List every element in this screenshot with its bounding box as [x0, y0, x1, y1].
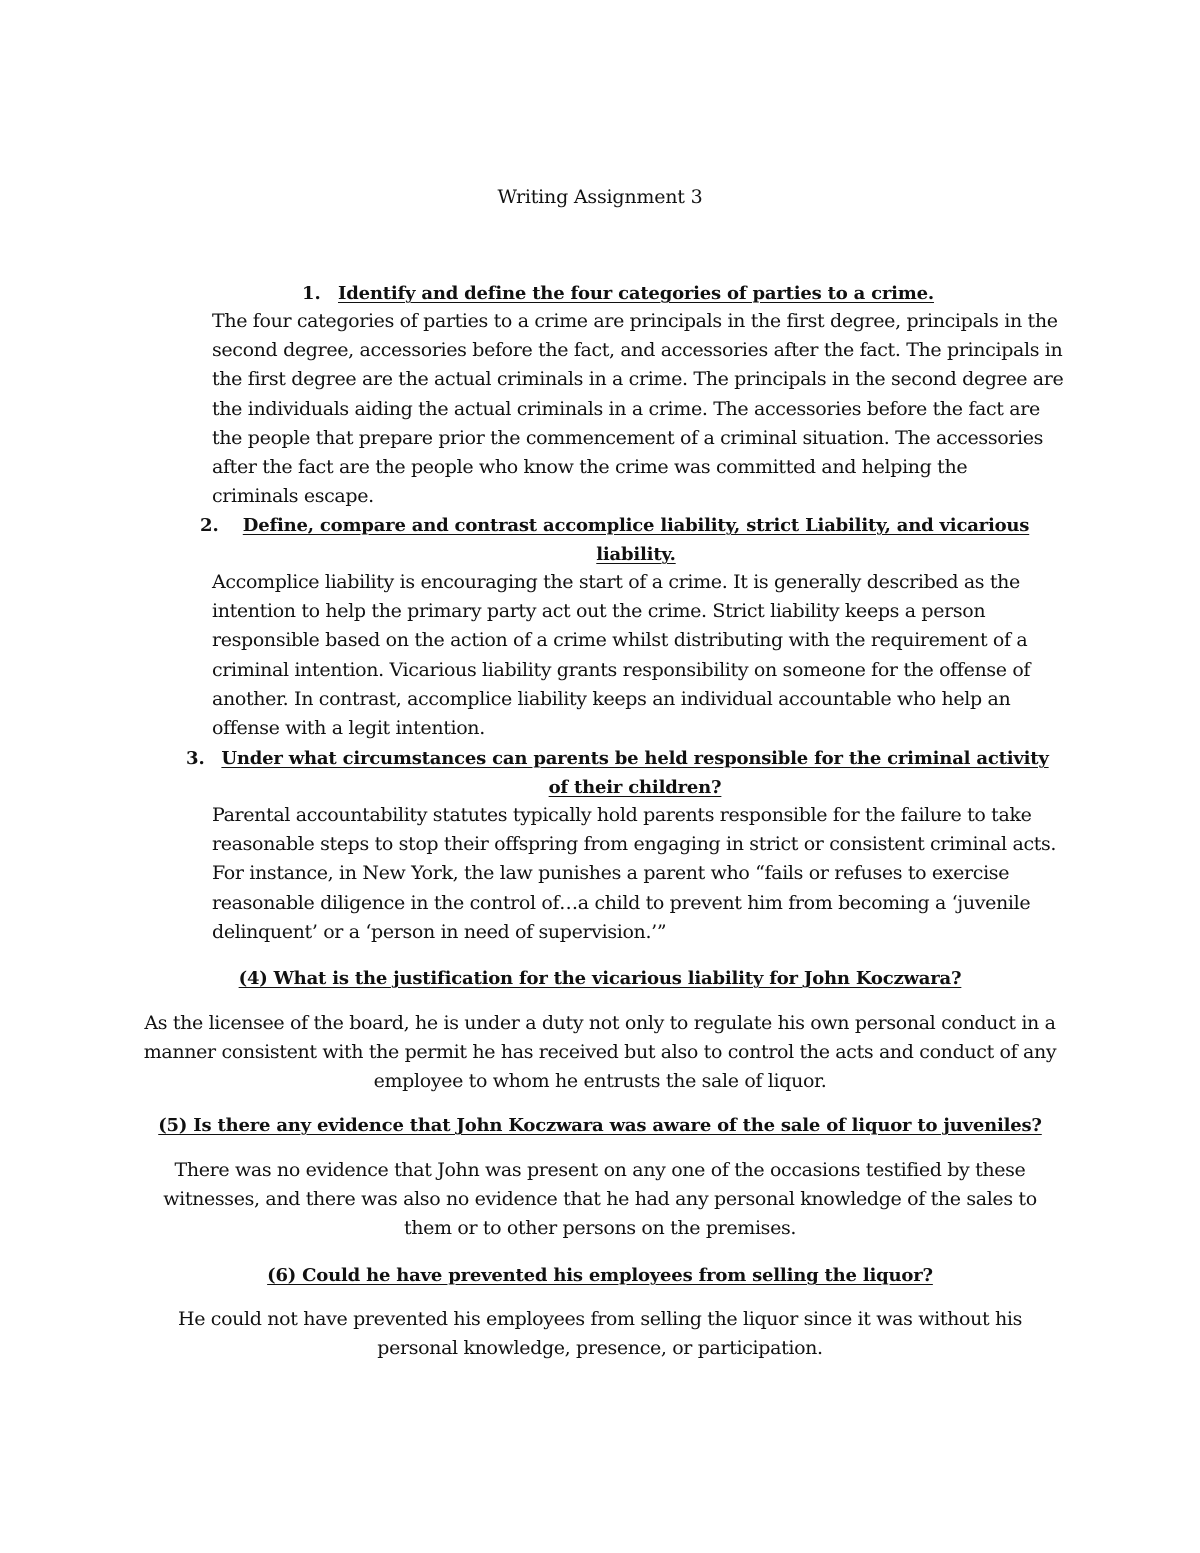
question-1-heading [338, 279, 934, 308]
answer-line: the individuals aiding the actual criminals in a crime. The accessories before the fact are [212, 397, 1040, 420]
answer-line: As the licensee of the board, he is under a duty not only to regulate his own personal conduct in a [144, 1012, 1056, 1034]
answer-line: intention to help the primary party act out the crime. Strict liability keeps a person [212, 600, 986, 623]
question-1-heading-line: Identify and define the four categories of parties to a crime. [338, 283, 934, 304]
question-3-heading-line: of their children? [548, 777, 722, 798]
question-2-heading-line: liability. [596, 544, 676, 565]
answer-line: There was no evidence that John was present on any one of the occasions testified by these [174, 1159, 1026, 1181]
question-2-answer [212, 568, 1072, 743]
answer-line: the first degree are the actual criminals in a crime. The principals in the second degree are [212, 368, 1064, 391]
case-question-4-answer [100, 1009, 1100, 1097]
question-2-heading [236, 511, 1036, 569]
question-2-heading-line: Define, compare and contrast accomplice liability, strict Liability, and vicarious [242, 515, 1030, 536]
question-3-answer [212, 801, 1072, 947]
document-title: Writing Assignment 3 [497, 186, 703, 208]
answer-line: criminals escape. [212, 485, 374, 508]
question-1-number: 1. [302, 283, 321, 304]
answer-line: Parental accountability statutes typically hold parents responsible for the failure to take [212, 804, 1032, 826]
answer-line: reasonable steps to stop their offspring from engaging in strict or consistent criminal acts. [212, 833, 1057, 856]
case-question-6-answer [100, 1305, 1100, 1363]
answer-line: Accomplice liability is encouraging the start of a crime. It is generally described as the [212, 571, 1020, 593]
question-3-heading [218, 744, 1052, 802]
answer-line: delinquent’ or a ‘person in need of supervision.’” [212, 920, 667, 943]
question-1-answer [212, 307, 1072, 511]
answer-line: reasonable diligence in the control of…a child to prevent him from becoming a ‘juvenile [212, 891, 1031, 914]
answer-line: employee to whom he entrusts the sale of liquor. [373, 1070, 827, 1093]
answer-line: after the fact are the people who know the crime was committed and helping the [212, 456, 968, 479]
answer-line: responsible based on the action of a crime whilst distributing with the requirement of a [212, 629, 1028, 652]
answer-line: For instance, in New York, the law punishes a parent who “fails or refuses to exercise [212, 862, 1010, 885]
case-question-5-answer [100, 1156, 1100, 1244]
answer-line: criminal intention. Vicarious liability grants responsibility on someone for the offense of [212, 658, 1031, 681]
answer-line: He could not have prevented his employees from selling the liquor since it was without his [177, 1308, 1022, 1330]
case-question-4-heading-text: (4) What is the justification for the vicarious liability for John Koczwara? [238, 968, 962, 989]
answer-line: personal knowledge, presence, or participation. [377, 1337, 823, 1360]
answer-line: another. In contrast, accomplice liability keeps an individual accountable who help an [212, 687, 1011, 710]
case-question-4-heading [0, 964, 1200, 993]
question-3-heading-line: Under what circumstances can parents be held responsible for the criminal activity [221, 748, 1049, 769]
answer-line: The four categories of parties to a crime are principals in the first degree, principals in the [212, 310, 1058, 332]
case-question-5-heading-text: (5) Is there any evidence that John Koczwara was aware of the sale of liquor to juveniles? [158, 1115, 1042, 1136]
answer-line: second degree, accessories before the fact, and accessories after the fact. The principals in [212, 339, 1063, 362]
answer-line: them or to other persons on the premises. [403, 1217, 797, 1240]
case-question-6-heading-text: (6) Could he have prevented his employees from selling the liquor? [267, 1265, 933, 1286]
answer-line: the people that prepare prior the commencement of a criminal situation. The accessories [212, 426, 1044, 449]
case-question-5-heading [0, 1111, 1200, 1140]
question-2-number: 2. [200, 515, 219, 536]
answer-line: witnesses, and there was also no evidence that he had any personal knowledge of the sales to [163, 1188, 1037, 1211]
answer-line: offense with a legit intention. [212, 717, 485, 740]
case-question-6-heading [0, 1261, 1200, 1290]
answer-line: manner consistent with the permit he has received but also to control the acts and conduct of any [143, 1041, 1057, 1064]
question-3-number: 3. [186, 748, 205, 769]
